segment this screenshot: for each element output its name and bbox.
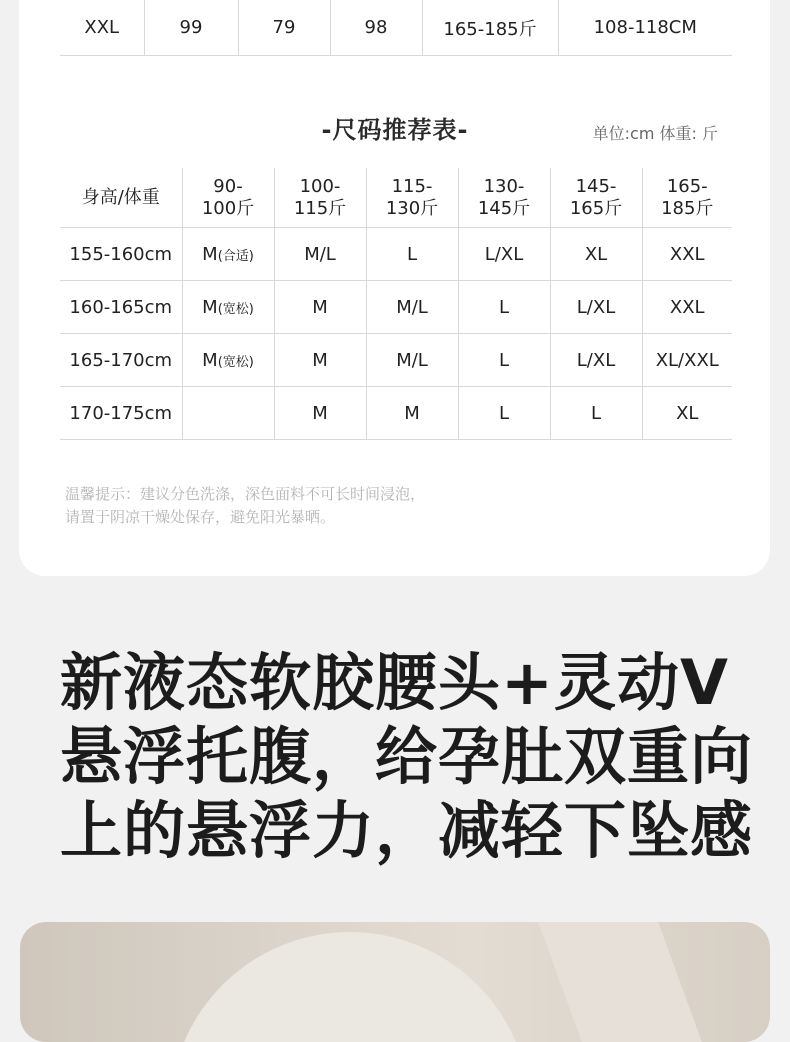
feature-headline [60, 646, 760, 868]
fit-note: (合适) [217, 248, 254, 264]
size-cell: XXL [642, 228, 732, 281]
table-cell: 165-185斤 [422, 0, 558, 56]
size-cell [182, 387, 274, 440]
table-row [60, 387, 732, 440]
size-cell: M [274, 334, 366, 387]
size-cell: L [366, 228, 458, 281]
size-chart-title: -尺码推荐表- [321, 116, 469, 144]
table-row [60, 228, 732, 281]
care-tip-line: 请置于阴凉干燥处保存，避免阳光暴晒。 [65, 508, 336, 526]
size-cell: M [274, 387, 366, 440]
unit-note: 单位:cm 体重: 斤 [592, 124, 718, 143]
measurement-table [60, 0, 732, 56]
size-cell: M/L [274, 228, 366, 281]
size-cell: L [550, 387, 642, 440]
table-cell: 98 [330, 0, 422, 56]
table-row [60, 281, 732, 334]
size-recommendation-table [60, 168, 732, 440]
size-cell: L [458, 281, 550, 334]
weight-column-header: 100- 115斤 [274, 168, 366, 228]
headline-line: 悬浮托腹，给孕肚双重向 [60, 720, 754, 793]
headline-line: 上的悬浮力，减轻下坠感 [60, 794, 754, 867]
table-header-row [60, 168, 732, 228]
height-cell: 160-165cm [60, 281, 182, 334]
fit-note: (宽松) [217, 354, 254, 370]
header-corner: 身高/体重 [60, 168, 182, 228]
fit-note: (宽松) [217, 301, 254, 317]
height-cell: 155-160cm [60, 228, 182, 281]
table-row [60, 334, 732, 387]
weight-column-header: 115- 130斤 [366, 168, 458, 228]
size-cell: L/XL [550, 281, 642, 334]
size-cell: M/L [366, 334, 458, 387]
table-cell: 79 [238, 0, 330, 56]
size-cell: M(宽松) [182, 281, 274, 334]
size-cell: XL/XXL [642, 334, 732, 387]
garment-shape [170, 932, 530, 1042]
size-cell: XXL [642, 281, 732, 334]
garment-shape [531, 922, 709, 1042]
care-tip [65, 483, 705, 529]
height-cell: 165-170cm [60, 334, 182, 387]
size-cell: M/L [366, 281, 458, 334]
size-cell: L [458, 334, 550, 387]
size-cell: L [458, 387, 550, 440]
size-cell: XL [550, 228, 642, 281]
product-photo [20, 922, 770, 1042]
size-cell: M(合适) [182, 228, 274, 281]
weight-column-header: 130- 145斤 [458, 168, 550, 228]
size-cell: L/XL [550, 334, 642, 387]
table-cell: 108-118CM [558, 0, 732, 56]
weight-column-header: 165- 185斤 [642, 168, 732, 228]
weight-column-header: 145- 165斤 [550, 168, 642, 228]
size-cell: M(宽松) [182, 334, 274, 387]
table-row [60, 0, 732, 56]
size-cell: XL [642, 387, 732, 440]
table-cell: 99 [144, 0, 238, 56]
height-cell: 170-175cm [60, 387, 182, 440]
size-cell: M [366, 387, 458, 440]
headline-line: 新液态软胶腰头+灵动V [60, 646, 729, 719]
size-cell: M [274, 281, 366, 334]
weight-column-header: 90- 100斤 [182, 168, 274, 228]
table-cell: XXL [60, 0, 144, 56]
care-tip-line: 温馨提示：建议分色洗涤，深色面料不可长时间浸泡， [65, 485, 426, 503]
size-cell: L/XL [458, 228, 550, 281]
